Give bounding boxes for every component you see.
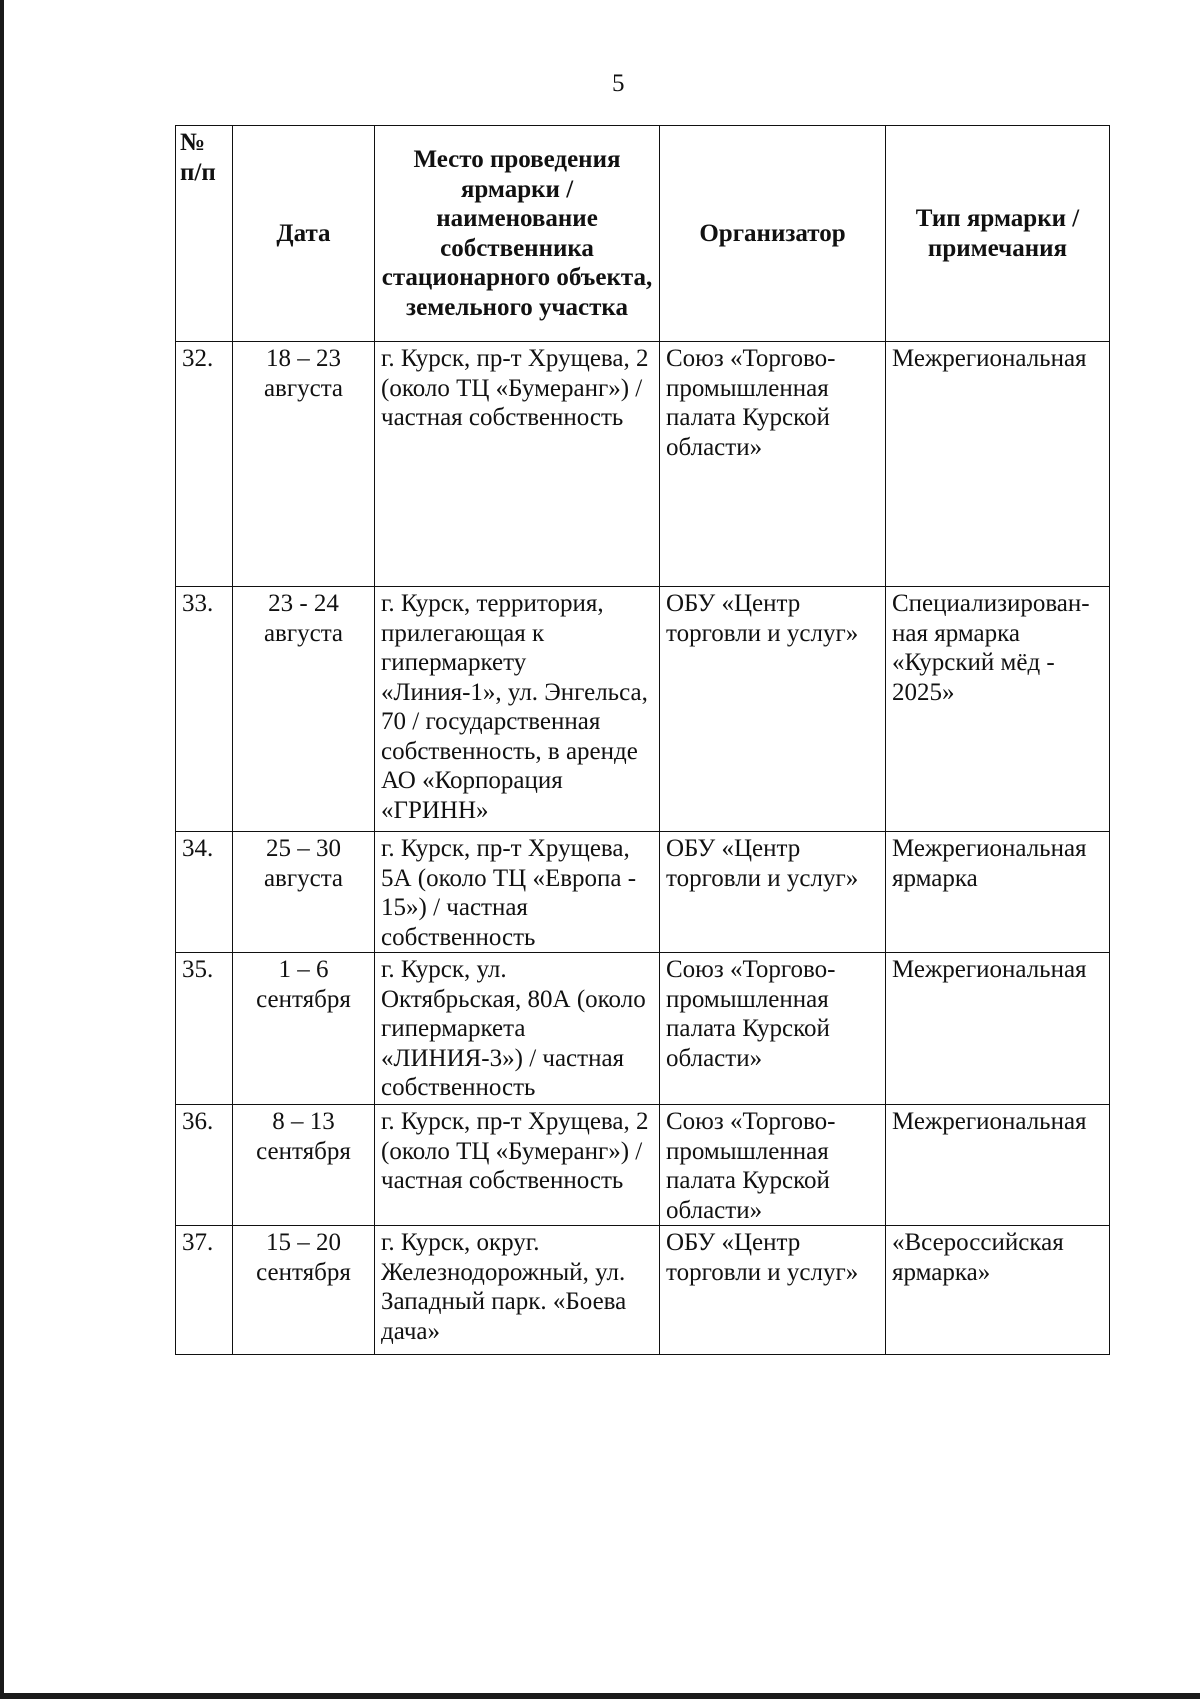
row-place: г. Курск, округ. Железнодорожный, ул. Западный парк. «Боева дача» (375, 1226, 660, 1355)
row-date: 18 – 23 августа (233, 342, 375, 587)
row-date: 8 – 13 сентября (233, 1105, 375, 1226)
row-organizer: Союз «Торгово-промышленная палата Курской области» (660, 953, 886, 1105)
row-num: 34. (176, 832, 233, 953)
row-place: г. Курск, пр-т Хрущева, 2 (около ТЦ «Бумеранг») / частная собственность (375, 1105, 660, 1226)
table-row (176, 587, 1110, 832)
row-type: Межрегиональная (886, 342, 1110, 587)
scan-edge-bottom (0, 1693, 1200, 1699)
fairs-table (175, 125, 1110, 1355)
row-place: г. Курск, пр-т Хрущева, 2 (около ТЦ «Бумеранг») / частная собственность (375, 342, 660, 587)
row-organizer: Союз «Торгово-промышленная палата Курской области» (660, 342, 886, 587)
row-num: 35. (176, 953, 233, 1105)
row-type: Межрегиональная (886, 1105, 1110, 1226)
header-date: Дата (233, 126, 375, 342)
row-num: 36. (176, 1105, 233, 1226)
header-place: Место проведения ярмарки / наименование собственника стационарного объекта, земельного участка (375, 126, 660, 342)
row-date: 15 – 20 сентября (233, 1226, 375, 1355)
row-date: 25 – 30 августа (233, 832, 375, 953)
row-type: «Всероссийская ярмарка» (886, 1226, 1110, 1355)
row-organizer: ОБУ «Центр торговли и услуг» (660, 1226, 886, 1355)
header-organizer: Организатор (660, 126, 886, 342)
row-place: г. Курск, пр-т Хрущева, 5А (около ТЦ «Европа - 15») / частная собственность (375, 832, 660, 953)
row-type: Межрегиональная (886, 953, 1110, 1105)
table-header-row (176, 126, 1110, 342)
scan-edge-left (0, 0, 4, 1699)
row-organizer: ОБУ «Центр торговли и услуг» (660, 832, 886, 953)
header-num: № п/п (176, 126, 233, 342)
table-row (176, 342, 1110, 587)
row-date: 1 – 6 сентября (233, 953, 375, 1105)
row-place: г. Курск, ул. Октябрьская, 80А (около гипермаркета «ЛИНИЯ-3») / частная собственность (375, 953, 660, 1105)
table-row (176, 953, 1110, 1105)
row-date: 23 - 24 августа (233, 587, 375, 832)
row-organizer: ОБУ «Центр торговли и услуг» (660, 587, 886, 832)
row-place: г. Курск, территория, прилегающая к гипермаркету «Линия-1», ул. Энгельса, 70 / государственная собственность, в аренде АО «Корпорация «ГРИНН» (375, 587, 660, 832)
row-num: 37. (176, 1226, 233, 1355)
table-row (176, 832, 1110, 953)
row-type: Специализирован-ная ярмарка «Курский мёд - 2025» (886, 587, 1110, 832)
table-row (176, 1105, 1110, 1226)
page-number: 5 (612, 70, 625, 97)
header-type: Тип ярмарки / примечания (886, 126, 1110, 342)
row-num: 33. (176, 587, 233, 832)
row-type: Межрегиональная ярмарка (886, 832, 1110, 953)
table-row (176, 1226, 1110, 1355)
row-organizer: Союз «Торгово-промышленная палата Курской области» (660, 1105, 886, 1226)
row-num: 32. (176, 342, 233, 587)
